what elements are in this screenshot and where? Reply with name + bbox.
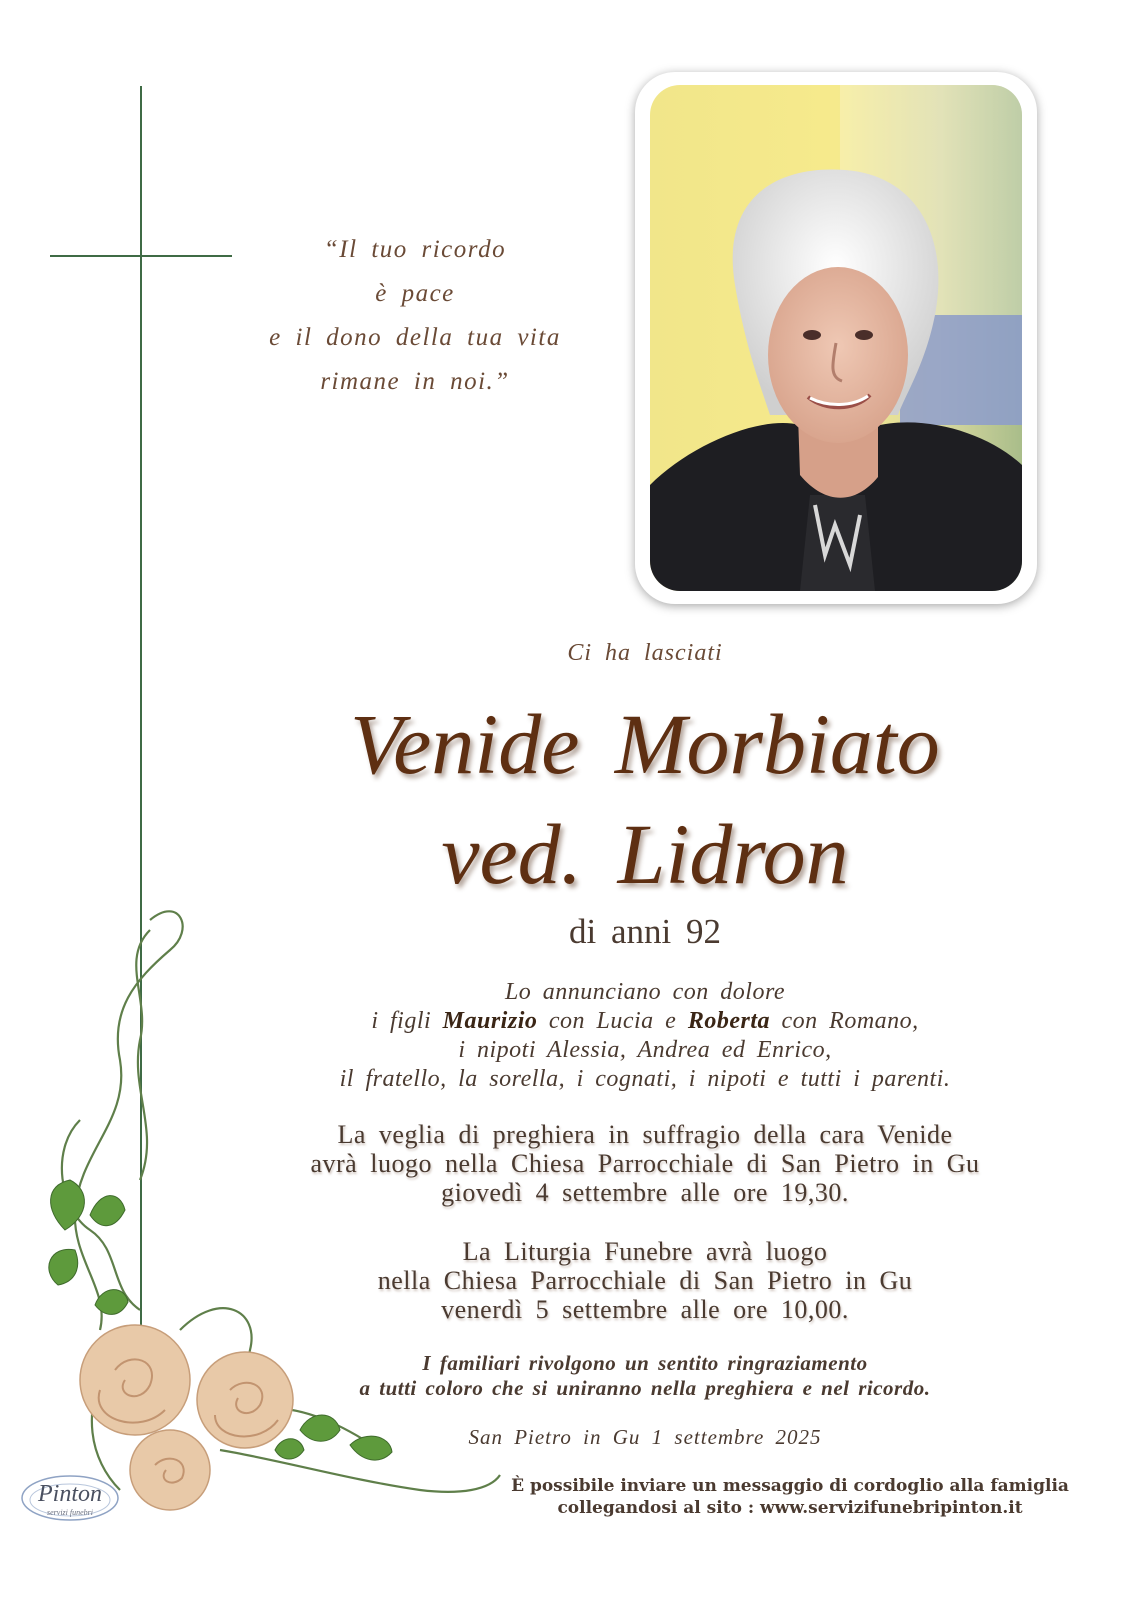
child-name: Roberta — [687, 1008, 771, 1034]
funeral-line: nella Chiesa Parrocchiale di San Pietro in Gu — [377, 1266, 913, 1295]
thanks-line: I familiari rivolgono un sentito ringraziamento — [422, 1351, 868, 1375]
age-text: di anni 92 — [569, 912, 721, 951]
deceased-name: Venide Morbiato — [350, 696, 940, 792]
contact-line: È possibile inviare un messaggio di cordoglio alla famiglia — [511, 1476, 1069, 1496]
vigil-line: La veglia di preghiera in suffragio della cara Venide — [337, 1120, 953, 1149]
logo-brand: Pinton — [38, 1481, 102, 1507]
announcement-line: i nipoti Alessia, Andrea ed Enrico, — [458, 1037, 832, 1063]
quote-line: e il dono della tua vita — [269, 324, 561, 351]
logo-tagline: servizi funebri — [47, 1508, 93, 1517]
funeral-line: La Liturgia Funebre avrà luogo — [462, 1237, 828, 1266]
contact-line[interactable]: collegandosi al sito : www.servizifunebripinton.it — [557, 1498, 1023, 1518]
deceased-married-name: ved. Lidron — [441, 806, 849, 902]
portrait-photo — [650, 85, 1022, 591]
vigil-line: giovedì 4 settembre alle ore 19,30. — [441, 1178, 849, 1207]
quote-line: rimane in noi.” — [320, 368, 510, 395]
memorial-quote — [255, 228, 575, 404]
pinton-logo — [18, 1470, 122, 1526]
cross-horizontal-line — [50, 255, 232, 257]
announcement-line: Lo annunciano con dolore — [504, 979, 786, 1005]
vigil-line: avrà luogo nella Chiesa Parrocchiale di San Pietro in Gu — [310, 1149, 980, 1178]
thanks-line: a tutti coloro che si uniranno nella preghiera e nel ricordo. — [359, 1376, 931, 1400]
announcement-line: il fratello, la sorella, i cognati, i nipoti e tutti i parenti. — [339, 1066, 951, 1092]
intro-text: Ci ha lasciati — [567, 640, 723, 666]
announcement-text: con Lucia e — [537, 1008, 688, 1034]
funeral-line: venerdì 5 settembre alle ore 10,00. — [441, 1295, 849, 1324]
quote-line: è pace — [375, 280, 455, 307]
condolence-contact — [470, 1475, 1110, 1519]
announcement-text: i figli — [371, 1008, 443, 1034]
quote-line: “Il tuo ricordo — [323, 236, 507, 263]
place-date: San Pietro in Gu 1 settembre 2025 — [468, 1425, 822, 1449]
rose-decoration — [20, 890, 520, 1530]
announcement-text: con Romano, — [770, 1008, 919, 1034]
child-name: Maurizio — [442, 1008, 538, 1034]
